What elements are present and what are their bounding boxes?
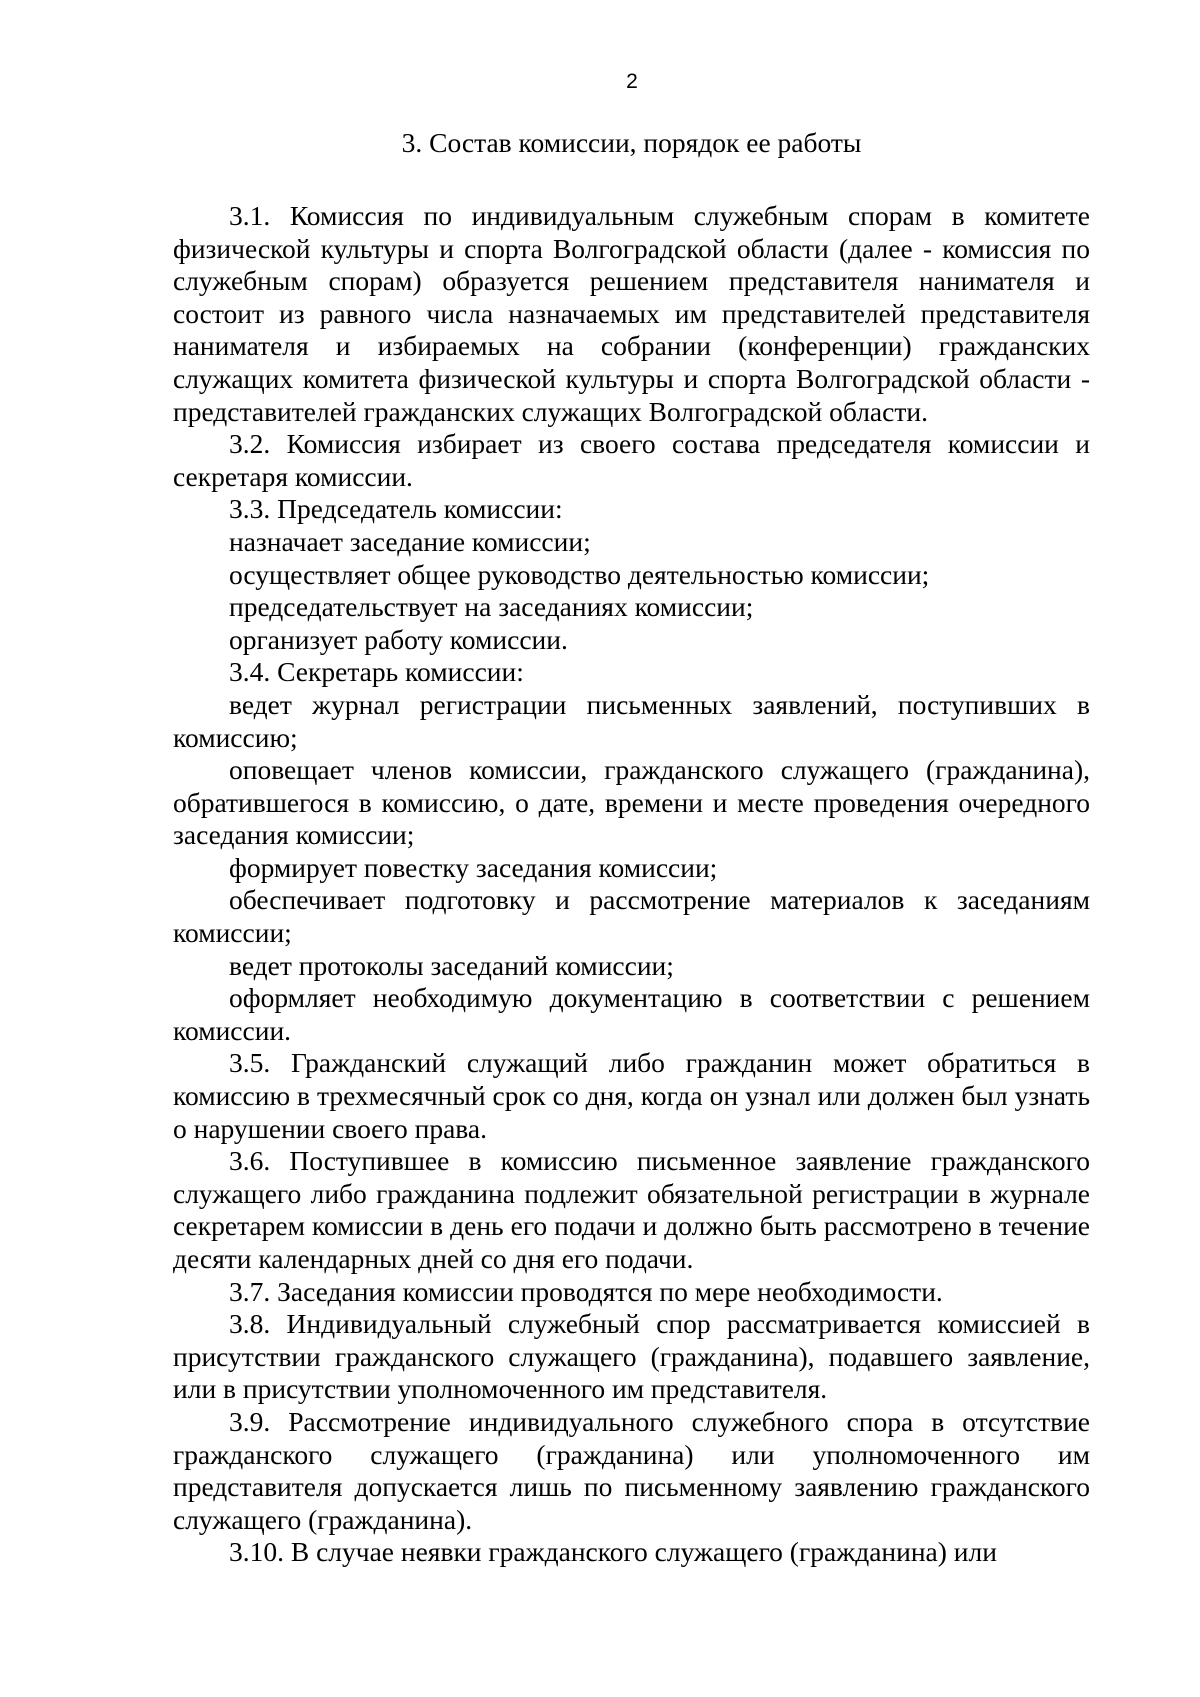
- list-item: осуществляет общее руководство деятельностью комиссии;: [229, 558, 930, 590]
- list-item: оформляет необходимую документацию в соответствии с решением комиссии.: [173, 982, 1090, 1046]
- paragraph-3-5: 3.5. Гражданский служащий либо гражданин может обратиться в комиссию в трехмесячный срок со дня, когда он узнал или должен был узнать о нарушении своего права.: [173, 1047, 1090, 1144]
- section-title: 3. Состав комиссии, порядок ее работы: [401, 127, 862, 158]
- list-item: обеспечивает подготовку и рассмотрение материалов к заседаниям комиссии;: [173, 884, 1090, 949]
- paragraph-3-9: 3.9. Рассмотрение индивидуального служебного спора в отсутствие гражданского служащего (гражданина) или уполномоченного им представителя допускается лишь по письменному заявлению гражданского служащего (гражданина).: [173, 1405, 1090, 1535]
- paragraph-3-10: 3.10. В случае неявки гражданского служащего (гражданина) или: [229, 1536, 997, 1568]
- paragraph-3-3: 3.3. Председатель комиссии:: [229, 493, 563, 525]
- paragraph-3-6: 3.6. Поступившее в комиссию письменное заявление гражданского служащего либо гражданина подлежит обязательной регистрации в журнале секретарем комиссии в день его подачи и должно быть рассмотрено в течение десяти календарных дней со дня его подачи.: [173, 1145, 1090, 1274]
- document-body: [173, 126, 1090, 1569]
- list-item: ведет журнал регистрации письменных заявлений, поступивших в комиссию;: [173, 688, 1090, 753]
- paragraph-3-4: 3.4. Секретарь комиссии:: [229, 656, 524, 688]
- page-number: 2: [626, 70, 638, 93]
- list-item: формирует повестку заседания комиссии;: [229, 851, 718, 883]
- list-item: ведет протоколы заседаний комиссии;: [229, 949, 674, 981]
- list-item: назначает заседание комиссии;: [229, 525, 591, 557]
- paragraph-3-7: 3.7. Заседания комиссии проводятся по мере необходимости.: [229, 1275, 943, 1307]
- paragraph-3-2: 3.2. Комиссия избирает из своего состава председателя комиссии и секретаря комиссии.: [173, 428, 1090, 492]
- list-item: оповещает членов комиссии, гражданского служащего (гражданина), обратившегося в комиссию, о дате, времени и месте проведения очередного заседания комиссии;: [173, 754, 1090, 851]
- list-item: организует работу комиссии.: [229, 623, 568, 655]
- paragraph-3-1: 3.1. Комиссия по индивидуальным служебным спорам в комитете физической культуры и спорта Волгоградской области (далее - комиссия по служебным спорам) образуется решением представителя нанимателя и состоит из равного числа назначаемых им представителей представителя нанимателя и избираемых на собрании (конференции) гражданских служащих комитета физической культуры и спорта Волгоградской области - представителей гражданских служащих Волгоградской области.: [173, 200, 1090, 427]
- list-item: председательствует на заседаниях комиссии;: [229, 591, 754, 623]
- paragraph-3-8: 3.8. Индивидуальный служебный спор рассматривается комиссией в присутствии гражданского служащего (гражданина), подавшего заявление, или в присутствии уполномоченного им представителя.: [173, 1308, 1090, 1405]
